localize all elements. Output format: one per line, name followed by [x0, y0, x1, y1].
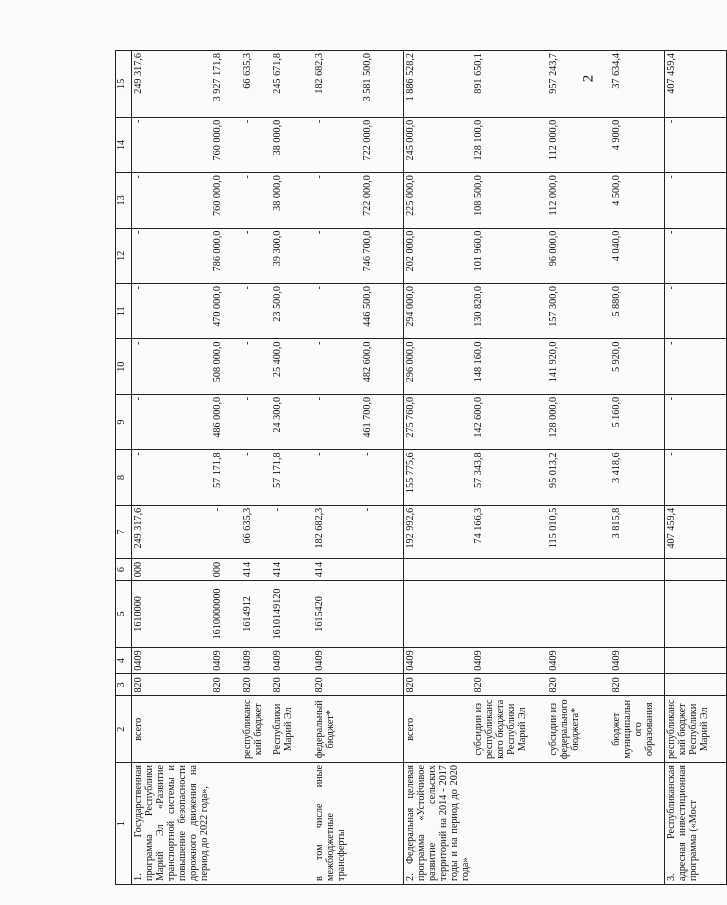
table-cell-col-6: 000	[132, 559, 212, 581]
table-cell-col-1	[211, 763, 241, 885]
table-cell-col-10: -	[132, 339, 212, 394]
table-cell-col-8: -	[361, 450, 403, 505]
table-cell-col-4: 0409	[132, 647, 212, 674]
table-cell-col-12: -	[132, 228, 212, 283]
col-header: 10	[116, 339, 132, 394]
table-cell-col-2: федеральный бюджет*	[313, 696, 361, 763]
table-cell-col-13: -	[241, 173, 271, 228]
table-cell-col-12: 202 000,0	[403, 228, 472, 283]
table-cell-col-2: субсидии из республиканского бюджета Республики Марий Эл	[472, 696, 547, 763]
table-cell-col-6: 414	[313, 559, 361, 581]
table-cell-col-15: 3 927 171,8	[211, 51, 241, 118]
table-cell-col-15: 249 317,6	[132, 51, 212, 118]
table-row	[547, 51, 610, 885]
table-cell-col-13: -	[665, 173, 727, 228]
table-row	[271, 51, 313, 885]
table-cell-col-4	[361, 647, 403, 674]
col-header: 1	[116, 763, 132, 885]
table-cell-col-10: 508 000,0	[211, 339, 241, 394]
table-cell-col-7: 3 815,8	[610, 505, 665, 558]
col-header: 4	[116, 647, 132, 674]
table-cell-col-1: 2. Федеральная целевая программа «Устойчивое развитие сельских территорий на 2014 - 2017 годы и на период до 2020 года»	[403, 763, 472, 885]
table-cell-col-4: 0409	[403, 647, 472, 674]
table-cell-col-7: 407 459,4	[665, 505, 727, 558]
table-cell-col-8: 95 013,2	[547, 450, 610, 505]
table-cell-col-14: 4 900,0	[610, 117, 665, 172]
table-cell-col-3: 820	[132, 674, 212, 696]
table-cell-col-7: 192 992,6	[403, 505, 472, 558]
column-numbers-row	[116, 51, 132, 885]
table-cell-col-9: 275 760,0	[403, 394, 472, 449]
table-cell-col-4: 0409	[271, 647, 313, 674]
table-row	[472, 51, 547, 885]
table-cell-col-9: -	[241, 394, 271, 449]
table-cell-col-15: 66 635,3	[241, 51, 271, 118]
col-header: 7	[116, 505, 132, 558]
table-cell-col-9: 142 600,0	[472, 394, 547, 449]
table-cell-col-15: 407 459,4	[665, 51, 727, 118]
table-cell-col-13: -	[132, 173, 212, 228]
table-cell-col-13: 4 500,0	[610, 173, 665, 228]
table-cell-col-9: -	[313, 394, 361, 449]
table-cell-col-4: 0409	[610, 647, 665, 674]
col-header: 5	[116, 581, 132, 648]
table-cell-col-8: 57 343,8	[472, 450, 547, 505]
table-row	[610, 51, 665, 885]
table-cell-col-4: 0409	[211, 647, 241, 674]
table-cell-col-1	[241, 763, 271, 885]
col-header: 12	[116, 228, 132, 283]
table-cell-col-7: 115 010,5	[547, 505, 610, 558]
table-cell-col-15: 245 671,8	[271, 51, 313, 118]
table-cell-col-10: -	[241, 339, 271, 394]
table-cell-col-3: 820	[610, 674, 665, 696]
table-cell-col-2: республиканский бюджет	[241, 696, 271, 763]
table-cell-col-8: 57 171,8	[211, 450, 241, 505]
col-header: 3	[116, 674, 132, 696]
table-cell-col-4	[665, 647, 727, 674]
table-cell-col-13: 760 000,0	[211, 173, 241, 228]
table-cell-col-1: 3. Республиканская адресная инвестиционная программа («Мост	[665, 763, 727, 885]
table-cell-col-5	[610, 581, 665, 648]
rotated-page-content	[115, 50, 711, 885]
table-cell-col-8: -	[132, 450, 212, 505]
table-cell-col-5: 1615420	[313, 581, 361, 648]
table-cell-col-6	[610, 559, 665, 581]
table-cell-col-7: -	[361, 505, 403, 558]
table-cell-col-4: 0409	[547, 647, 610, 674]
table-cell-col-1: 1. Государственная программа Республики Марий Эл «Развитие транспортной системы и повышение безопасности дорожного движения на период до 2022 года»,	[132, 763, 212, 885]
table-cell-col-13: 225 000,0	[403, 173, 472, 228]
table-cell-col-4: 0409	[241, 647, 271, 674]
table-cell-col-15: 1 886 528,2	[403, 51, 472, 118]
table-cell-col-14: 112 000,0	[547, 117, 610, 172]
table-cell-col-9: 24 300,0	[271, 394, 313, 449]
table-cell-col-7: 182 682,3	[313, 505, 361, 558]
table-cell-col-12: 96 000,0	[547, 228, 610, 283]
table-cell-col-1	[547, 763, 610, 885]
table-cell-col-8: -	[665, 450, 727, 505]
col-header: 8	[116, 450, 132, 505]
table-cell-col-1	[361, 763, 403, 885]
table-cell-col-1	[472, 763, 547, 885]
table-cell-col-9: 486 000,0	[211, 394, 241, 449]
table-cell-col-11: 470 000,0	[211, 284, 241, 339]
table-cell-col-4: 0409	[313, 647, 361, 674]
table-row	[361, 51, 403, 885]
table-cell-col-13: 108 500,0	[472, 173, 547, 228]
table-cell-col-5: 1610149120	[271, 581, 313, 648]
table-cell-col-5: 1610000000	[211, 581, 241, 648]
table-cell-col-4: 0409	[472, 647, 547, 674]
table-cell-col-11: -	[241, 284, 271, 339]
table-cell-col-13: 112 000,0	[547, 173, 610, 228]
table-cell-col-10: 25 400,0	[271, 339, 313, 394]
table-cell-col-8: -	[313, 450, 361, 505]
table-cell-col-11: 294 000,0	[403, 284, 472, 339]
col-header: 15	[116, 51, 132, 118]
table-cell-col-6	[547, 559, 610, 581]
table-cell-col-12: 786 000,0	[211, 228, 241, 283]
table-cell-col-11: 446 500,0	[361, 284, 403, 339]
table-cell-col-12: 39 300,0	[271, 228, 313, 283]
table-cell-col-3	[665, 674, 727, 696]
table-cell-col-9: -	[132, 394, 212, 449]
table-cell-col-15: 3 581 500,0	[361, 51, 403, 118]
table-cell-col-7: -	[271, 505, 313, 558]
table-cell-col-5: 1614912	[241, 581, 271, 648]
table-cell-col-9: -	[665, 394, 727, 449]
table-cell-col-10: 482 600,0	[361, 339, 403, 394]
table-cell-col-12: -	[665, 228, 727, 283]
table-cell-col-2	[211, 696, 241, 763]
table-cell-col-10: 296 000,0	[403, 339, 472, 394]
table-cell-col-14: -	[313, 117, 361, 172]
table-cell-col-10: -	[313, 339, 361, 394]
table-row	[211, 51, 241, 885]
table-cell-col-5	[403, 581, 472, 648]
table-cell-col-7: 74 166,3	[472, 505, 547, 558]
table-cell-col-6: 414	[271, 559, 313, 581]
table-cell-col-12: -	[313, 228, 361, 283]
table-cell-col-2: субсидии из федерального бюджета*	[547, 696, 610, 763]
table-cell-col-5	[361, 581, 403, 648]
table-cell-col-2: всего	[403, 696, 472, 763]
table-cell-col-11: 130 820,0	[472, 284, 547, 339]
table-cell-col-5	[472, 581, 547, 648]
table-cell-col-9: 128 000,0	[547, 394, 610, 449]
table-cell-col-13: 722 000,0	[361, 173, 403, 228]
col-header: 6	[116, 559, 132, 581]
table-cell-col-5: 1610000	[132, 581, 212, 648]
table-cell-col-14: 38 000,0	[271, 117, 313, 172]
table-cell-col-14: 722 000,0	[361, 117, 403, 172]
table-cell-col-12: 101 960,0	[472, 228, 547, 283]
table-cell-col-15: 957 243,7	[547, 51, 610, 118]
table-cell-col-10: 5 920,0	[610, 339, 665, 394]
table-cell-col-7: -	[211, 505, 241, 558]
table-cell-col-11: 157 300,0	[547, 284, 610, 339]
table-cell-col-14: 245 000,0	[403, 117, 472, 172]
table-cell-col-14: 760 000,0	[211, 117, 241, 172]
table-cell-col-2: всего	[132, 696, 212, 763]
table-cell-col-13: 38 000,0	[271, 173, 313, 228]
table-cell-col-1	[610, 763, 665, 885]
table-cell-col-3: 820	[403, 674, 472, 696]
table-row	[241, 51, 271, 885]
table-row	[313, 51, 361, 885]
table-cell-col-3: 820	[241, 674, 271, 696]
table-row	[665, 51, 727, 885]
table-cell-col-7: 249 317,6	[132, 505, 212, 558]
table-cell-col-2: Республики Марий Эл	[271, 696, 313, 763]
table-cell-col-6	[403, 559, 472, 581]
table-cell-col-14: -	[665, 117, 727, 172]
table-cell-col-2: республиканский бюджет Республики Марий Эл	[665, 696, 727, 763]
table-cell-col-15: 891 650,1	[472, 51, 547, 118]
table-cell-col-10: 141 920,0	[547, 339, 610, 394]
table-cell-col-3: 820	[271, 674, 313, 696]
table-cell-col-3	[361, 674, 403, 696]
table-cell-col-6	[472, 559, 547, 581]
table-cell-col-14: -	[132, 117, 212, 172]
table-cell-col-8: 155 775,6	[403, 450, 472, 505]
table-cell-col-9: 5 160,0	[610, 394, 665, 449]
table-cell-col-5	[665, 581, 727, 648]
table-cell-col-14: 128 100,0	[472, 117, 547, 172]
table-cell-col-3: 820	[547, 674, 610, 696]
table-cell-col-3: 820	[211, 674, 241, 696]
table-row	[403, 51, 472, 885]
table-cell-col-13: -	[313, 173, 361, 228]
table-cell-col-6: 000	[211, 559, 241, 581]
table-cell-col-1	[271, 763, 313, 885]
col-header: 9	[116, 394, 132, 449]
table-cell-col-6	[361, 559, 403, 581]
table-cell-col-11: -	[665, 284, 727, 339]
table-cell-col-12: 746 700,0	[361, 228, 403, 283]
table-cell-col-15: 37 634,4	[610, 51, 665, 118]
table-cell-col-2	[361, 696, 403, 763]
table-row	[132, 51, 212, 885]
col-header: 2	[116, 696, 132, 763]
table-cell-col-11: 5 880,0	[610, 284, 665, 339]
col-header: 14	[116, 117, 132, 172]
table-cell-col-11: -	[313, 284, 361, 339]
table-cell-col-12: 4 040,0	[610, 228, 665, 283]
table-cell-col-6: 414	[241, 559, 271, 581]
table-cell-col-7: 66 635,3	[241, 505, 271, 558]
budget-table	[115, 50, 727, 885]
table-cell-col-8: 3 418,6	[610, 450, 665, 505]
table-cell-col-6	[665, 559, 727, 581]
col-header: 11	[116, 284, 132, 339]
table-cell-col-10: 148 160,0	[472, 339, 547, 394]
table-cell-col-8: -	[241, 450, 271, 505]
table-cell-col-11: -	[132, 284, 212, 339]
table-cell-col-9: 461 700,0	[361, 394, 403, 449]
table-cell-col-1: в том числе иные межбюджетные трансферты	[313, 763, 361, 885]
table-cell-col-15: 182 682,3	[313, 51, 361, 118]
table-cell-col-10: -	[665, 339, 727, 394]
table-cell-col-3: 820	[313, 674, 361, 696]
page-number: 2	[580, 74, 597, 83]
table-cell-col-2: бюджет муниципального образования	[610, 696, 665, 763]
table-cell-col-8: 57 171,8	[271, 450, 313, 505]
table-cell-col-5	[547, 581, 610, 648]
table-cell-col-14: -	[241, 117, 271, 172]
table-cell-col-12: -	[241, 228, 271, 283]
col-header: 13	[116, 173, 132, 228]
table-cell-col-11: 23 500,0	[271, 284, 313, 339]
table-cell-col-3: 820	[472, 674, 547, 696]
